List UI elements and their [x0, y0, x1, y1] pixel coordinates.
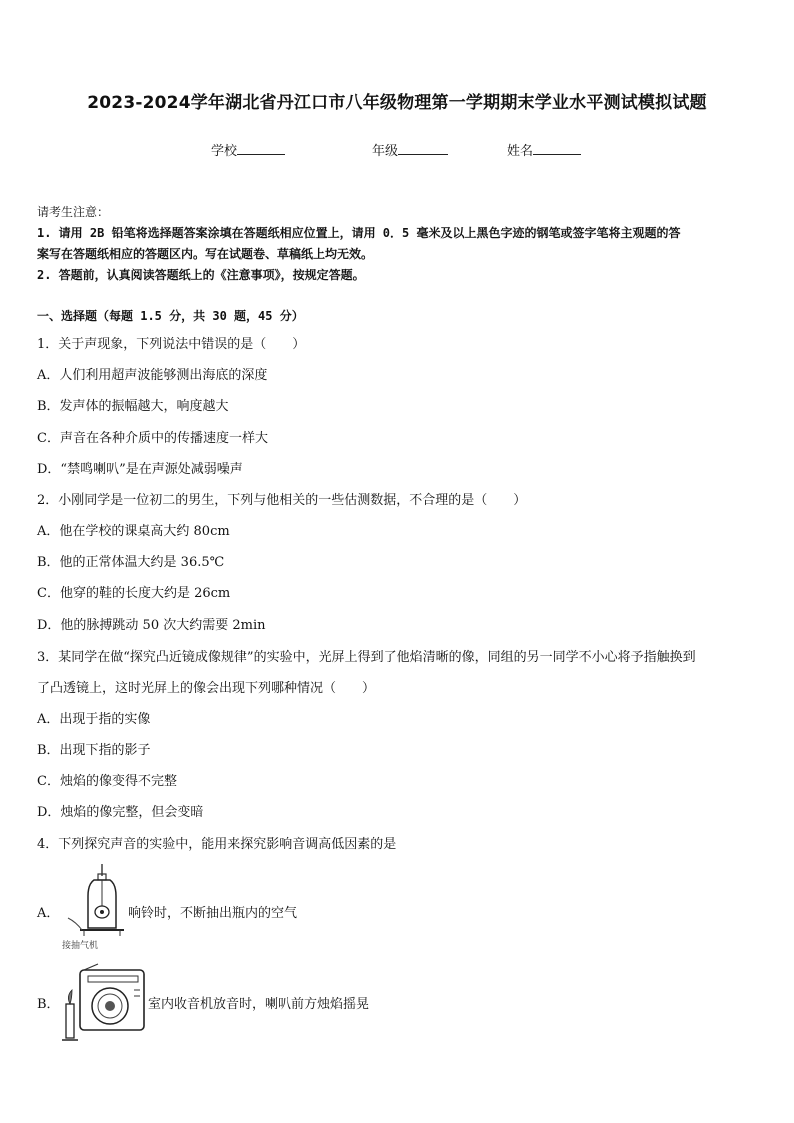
question-1-option-a: A．人们利用超声波能够测出海底的深度	[37, 368, 268, 383]
name-label: 姓名	[507, 144, 534, 159]
question-3-option-c: C．烛焰的像变得不完整	[37, 774, 177, 789]
question-3-option-a: A．出现于指的实像	[37, 712, 151, 727]
question-1-option-c: C．声音在各种介质中的传播速度一样大	[37, 431, 268, 446]
question-3-stem-line-1: 3．某同学在做“探究凸近镜成像规律”的实验中，光屏上得到了他焰清晰的像，同组的另一同学不小心将予指触换到	[37, 650, 696, 665]
school-blank	[237, 141, 285, 155]
school-field	[211, 140, 285, 159]
question-4-option-b-text: 室内收音机放音时，喇叭前方烛焰摇晃	[148, 997, 370, 1012]
question-3-stem-line-2: 了凸透镜上，这时光屏上的像会出现下列哪种情况（ ）	[37, 681, 376, 696]
section-heading: 一、选择题（每题 1.5 分，共 30 题，45 分）	[37, 309, 304, 323]
question-2-option-b: B．他的正常体温大约是 36.5℃	[37, 555, 225, 570]
bell-jar-figure	[62, 862, 128, 954]
question-3-option-d: D．烛焰的像完整，但会变暗	[37, 805, 204, 820]
question-1-stem: 1．关于声现象，下列说法中错误的是（ ）	[37, 337, 306, 352]
bell-jar-caption: 接抽气机	[62, 941, 99, 951]
name-blank	[533, 141, 581, 155]
grade-blank	[398, 141, 448, 155]
question-4-option-b-letter: B．	[37, 997, 60, 1012]
question-3-option-b: B．出现下指的影子	[37, 743, 151, 758]
question-2-option-a: A．他在学校的课桌高大约 80cm	[37, 524, 230, 539]
question-4-option-a-letter: A．	[37, 906, 60, 921]
grade-label: 年级	[372, 144, 399, 159]
question-2-stem: 2．小刚同学是一位初二的男生，下列与他相关的一些估测数据，不合理的是（ ）	[37, 493, 527, 508]
school-label: 学校	[211, 144, 238, 159]
note-item-1-line-1: 1. 请用 2B 铅笔将选择题答案涂填在答题纸相应位置上，请用 0．5 毫米及以上黑色字迹的钢笔或签字笔将主观题的答	[37, 226, 681, 240]
question-4-option-a-text: 响铃时，不断抽出瓶内的空气	[128, 906, 298, 921]
notes-heading: 请考生注意：	[37, 205, 110, 219]
name-field	[507, 140, 581, 159]
radio-candle-illustration	[58, 962, 148, 1044]
question-1-option-d: D．“禁鸣喇叭”是在声源处减弱噪声	[37, 462, 243, 477]
grade-field	[372, 140, 448, 159]
question-2-option-c: C．他穿的鞋的长度大约是 26cm	[37, 586, 231, 601]
exam-title: 2023-2024学年湖北省丹江口市八年级物理第一学期期末学业水平测试模拟试题	[87, 93, 707, 113]
note-item-1-line-2: 案写在答题纸相应的答题区内。写在试题卷、草稿纸上均无效。	[37, 247, 374, 261]
radio-candle-figure	[58, 962, 148, 1044]
note-item-2: 2. 答题前，认真阅读答题纸上的《注意事项》，按规定答题。	[37, 268, 365, 282]
question-4-stem: 4．下列探究声音的实验中，能用来探究影响音调高低因素的是	[37, 837, 397, 852]
question-1-option-b: B．发声体的振幅越大，响度越大	[37, 399, 229, 414]
question-2-option-d: D．他的脉搏跳动 50 次大约需要 2min	[37, 618, 266, 633]
